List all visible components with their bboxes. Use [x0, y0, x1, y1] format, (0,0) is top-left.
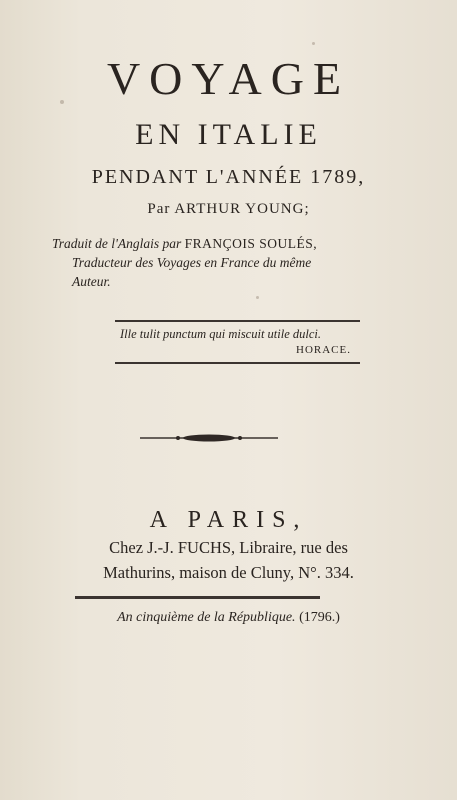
- foxing-spot: [312, 42, 315, 45]
- book-title: VOYAGE: [106, 53, 351, 104]
- translator-name: FRANÇOIS SOULÉS,: [184, 236, 318, 251]
- translation-prefix: Traduit de l'Anglais par: [52, 236, 182, 251]
- epigraph-source: HORACE.: [296, 344, 351, 356]
- date-line: [0, 610, 457, 626]
- imprint-city: A PARIS,: [149, 507, 308, 533]
- imprint-line-1: Chez J.-J. FUCHS, Libraire, rue des: [109, 538, 348, 557]
- translation-line-3: Auteur.: [72, 274, 111, 289]
- date-top-rule: [75, 596, 320, 599]
- translation-line-1: [52, 234, 412, 253]
- subtitle-en-italie: EN ITALIE: [135, 118, 322, 151]
- date-year: (1796.): [299, 610, 340, 625]
- foxing-spot: [256, 296, 259, 299]
- author-prefix: Par: [147, 201, 171, 217]
- imprint-line-2: Mathurins, maison de Cluny, N°. 334.: [103, 563, 354, 582]
- subtitle-year: PENDANT L'ANNÉE 1789,: [91, 166, 366, 188]
- translation-line-2: Traducteur des Voyages en France du même: [72, 255, 312, 270]
- epigraph-text: Ille tulit punctum qui miscuit utile dulci.: [120, 327, 322, 341]
- epigraph-bottom-rule: [115, 362, 360, 364]
- ornament-divider: [140, 432, 278, 444]
- author-name: ARTHUR YOUNG;: [174, 201, 310, 217]
- author-line: [0, 201, 457, 218]
- epigraph-top-rule: [115, 320, 360, 322]
- date-republic: An cinquième de la République.: [117, 610, 296, 625]
- foxing-spot: [60, 100, 64, 104]
